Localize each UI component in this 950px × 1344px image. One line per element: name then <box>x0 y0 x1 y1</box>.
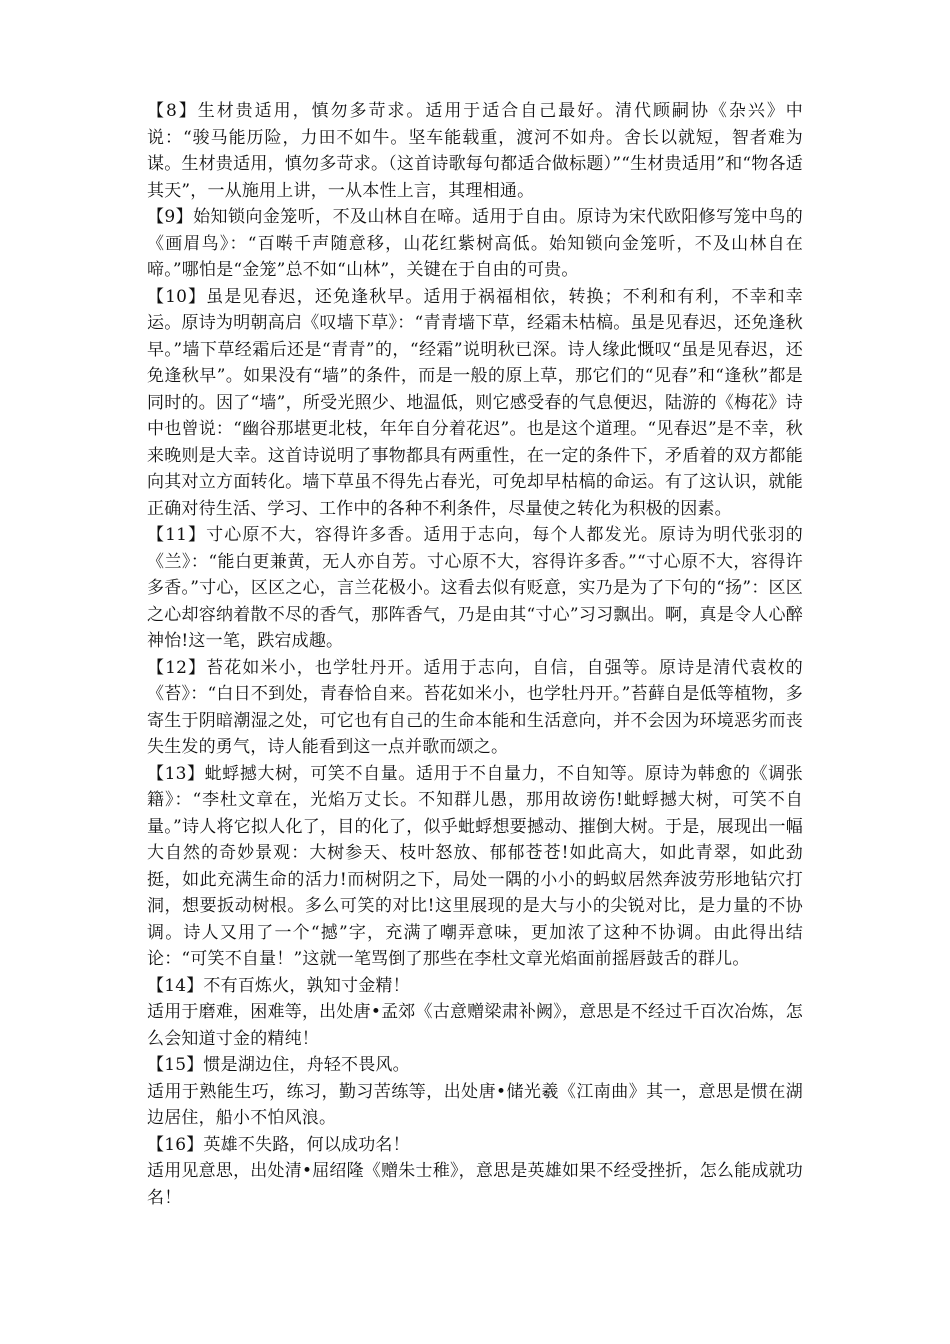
paragraph-13: 【13】蚍蜉撼大树，可笑不自量。适用于不自量力，不自知等。原诗为韩愈的《调张籍》：“李杜文章在，光焰万丈长。不知群儿愚，那用故谤伤!蚍蜉撼大树，可笑不自量。”诗人将它拟人化了，目的化了，似乎蚍蜉想要撼动、摧倒大树。于是，展现出一幅大自然的奇妙景观：大树参天、枝叶怒放、郁郁苍苍!如此高大，如此青翠，如此劲挺，如此充满生命的活力!而树阴之下，局处一隅的小小的蚂蚁居然奔波劳形地钻穴打洞，想要扳动树根。多么可笑的对比!这里展现的是大与小的尖锐对比，是力量的不协调。诗人又用了一个“撼”字，充满了嘲弄意味，更加浓了这种不协调。由此得出结论：“可笑不自量！”这就一笔骂倒了那些在李杜文章光焰面前摇唇鼓舌的群儿。 <box>147 763 803 969</box>
paragraph-16-title: 【16】英雄不失路，何以成功名！ <box>147 1134 410 1155</box>
paragraph-10: 【10】虽是见春迟，还免逢秋早。适用于祸福相依，转换；不利和有利，不幸和幸运。原诗为明朝高启《叹墙下草》：“青青墙下草，经霜未枯槁。虽是见春迟，还免逢秋早。”墙下草经霜后还是“青青”的，“经霜”说明秋已深。诗人缘此慨叹“虽是见春迟，还免逢秋早”。如果没有“墙”的条件，而是一般的原上草，那它们的“见春”和“逢秋”都是同时的。因了“墙”，所受光照少、地温低，则它感受春的气息便迟，陆游的《梅花》诗中也曾说：“幽谷那堪更北枝，年年自分着花迟”。也是这个道理。“见春迟”是不幸，秋来晚则是大幸。这首诗说明了事物都具有两重性，在一定的条件下，矛盾着的双方都能向其对立方面转化。墙下草虽不得先占春光，可免却早枯槁的命运。有了这认识，就能正确对待生活、学习、工作中的各种不利条件，尽量使之转化为积极的因素。 <box>147 286 803 519</box>
paragraph-8: 【8】生材贵适用，慎勿多苛求。适用于适合自己最好。清代顾嗣协《杂兴》中说：“骏马能历险，力田不如牛。坚车能载重，渡河不如舟。舍长以就短，智者难为谋。生材贵适用，慎勿多苛求。（这首诗歌每句都适合做标题）”“生材贵适用”和“物各适其天”，一从施用上讲，一从本性上言，其理相通。 <box>147 101 803 201</box>
paragraph-11: 【11】寸心原不大，容得许多香。适用于志向，每个人都发光。原诗为明代张羽的《兰》：“能白更兼黄，无人亦自芳。寸心原不大，容得许多香。”“寸心原不大，容得许多香。”寸心，区区之心，言兰花极小。这看去似有贬意，实乃是为了下句的“扬”：区区之心却容纳着散不尽的香气，那阵香气，乃是由其“寸心”习习飘出。啊，真是令人心醉神怡!这一笔，跌宕成趣。 <box>147 525 803 651</box>
paragraph-14-title: 【14】不有百炼火，孰知寸金精！ <box>147 975 410 996</box>
paragraph-15-title: 【15】惯是湖边住，舟轻不畏风。 <box>147 1055 410 1075</box>
paragraph-16-body: 适用见意思，出处清•屈绍隆《赠朱士稚》，意思是英雄如果不经受挫折，怎么能成就功名！ <box>147 1161 803 1208</box>
paragraph-12: 【12】苔花如米小，也学牡丹开。适用于志向，自信，自强等。原诗是清代袁枚的《苔》：“白日不到处，青春恰自来。苔花如米小，也学牡丹开。”苔藓自是低等植物，多寄生于阴暗潮湿之处，可它也有自己的生命本能和生活意向，并不会因为环境恶劣而丧失生发的勇气，诗人能看到这一点并歌而颂之。 <box>147 657 803 757</box>
paragraph-14-body: 适用于磨难，困难等，出处唐•孟郊《古意赠梁肃补阙》，意思是不经过千百次冶炼，怎么会知道寸金的精纯！ <box>147 1002 803 1049</box>
paragraph-15-body: 适用于熟能生巧，练习，勤习苦练等，出处唐•储光羲《江南曲》其一，意思是惯在湖边居住，船小不怕风浪。 <box>147 1081 803 1128</box>
paragraph-9: 【9】始知锁向金笼听，不及山林自在啼。适用于自由。原诗为宋代欧阳修写笼中鸟的《画眉鸟》：“百啭千声随意移，山花红紫树高低。始知锁向金笼听，不及山林自在啼。”哪怕是“金笼”总不如“山林”，关键在于自由的可贵。 <box>147 207 803 280</box>
document-body <box>147 98 803 1211</box>
